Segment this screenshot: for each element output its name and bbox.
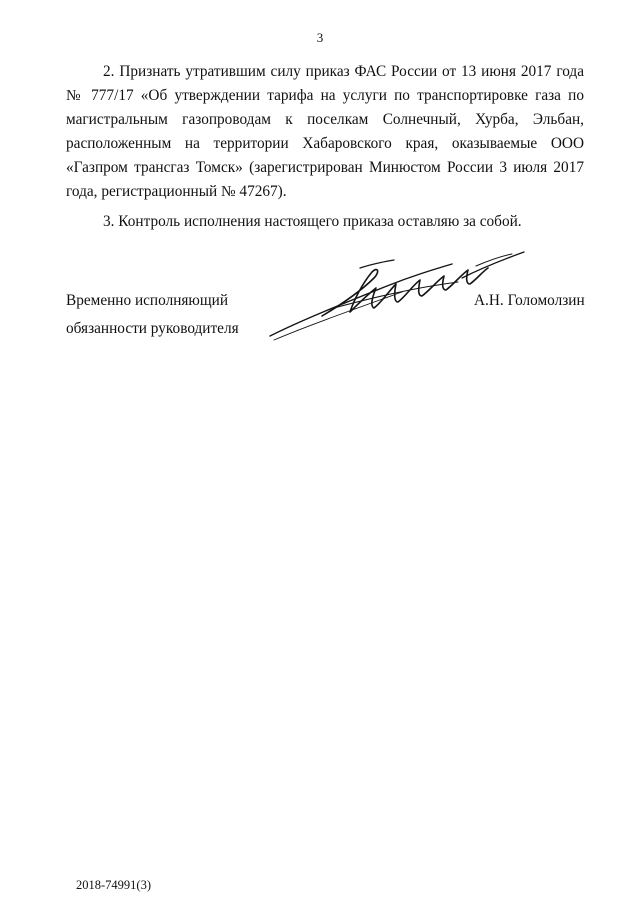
page-number: 3 xyxy=(316,30,324,45)
paragraph-2: 2. Признать утратившим силу приказ ФАС России от 13 июня 2017 года № 777/17 «Об утверждении тарифа на услуги по транспортировке газа по магистральным газопроводам к поселкам Солнечный, Хурба, Эльбан, расположенным на территории Хабаровского края, оказываемые ООО «Газпром трансгаз Томск» (зарегистрирован Минюстом России 3 июля 2017 года, регистрационный № 47267). xyxy=(66,63,584,200)
signatory-position-line-2: обязанности руководителя xyxy=(66,320,239,337)
signatory-position xyxy=(66,287,239,343)
signatory-position-line-1: Временно исполняющий xyxy=(66,292,228,309)
document-id: 2018-74991(3) xyxy=(76,878,151,892)
signatory-name: А.Н. Голомолзин xyxy=(474,292,585,309)
paragraph-3: 3. Контроль исполнения настоящего приказа оставляю за собой. xyxy=(103,213,522,230)
